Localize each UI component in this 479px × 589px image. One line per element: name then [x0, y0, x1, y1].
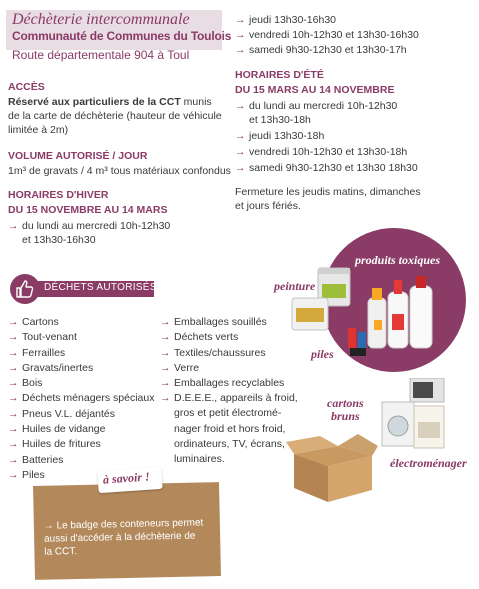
list-item: [8, 315, 155, 330]
arrow-right-icon: →: [235, 44, 246, 56]
winter-period: DU 15 NOVEMBRE AU 14 MARS: [8, 204, 168, 216]
address: Route départementale 904 à Toul: [12, 48, 190, 62]
list-item-label: Déchets verts: [174, 331, 239, 344]
deee-line-3: nager froid et hors froid,: [174, 422, 286, 435]
list-item-label: Gravats/inertes: [22, 361, 94, 374]
summer-hours: [235, 99, 418, 175]
label-cartons-2: bruns: [331, 409, 360, 423]
list-item-label: Déchets ménagers spéciaux: [22, 392, 155, 405]
deee-line-5: luminaires.: [174, 453, 225, 466]
arrow-right-icon: →: [235, 29, 246, 41]
waste-list-1: [8, 315, 155, 483]
deee-item: [160, 391, 298, 467]
arrow-right-icon: →: [8, 331, 19, 344]
arrow-right-icon: →: [8, 392, 19, 405]
list-item: [8, 346, 155, 361]
list-item-label: Ferrailles: [22, 346, 66, 359]
arrow-right-icon: →: [8, 438, 19, 451]
washing-machine-icon: [380, 378, 450, 458]
note-line-2: aussi d'accéder à la déchèterie de: [43, 530, 196, 545]
list-item: [160, 346, 284, 361]
page-title: Déchèterie intercommunale: [12, 11, 190, 28]
list-item: [8, 330, 155, 345]
arrow-right-icon: →: [160, 316, 171, 328]
thumbs-up-icon: [15, 279, 35, 299]
arrow-right-icon: →: [235, 146, 246, 158]
waste-badge-label: DÉCHETS AUTORISÉS: [44, 282, 157, 293]
microwave-icon: [410, 378, 444, 402]
list-item-label: Piles: [22, 468, 45, 481]
winter-line-4: samedi 9h30-12h30 et 13h30-17h: [249, 44, 407, 56]
access-line-2: de la carte de déchèterie (hauteur de véhicule: [8, 110, 222, 122]
list-item: [8, 407, 155, 422]
arrow-right-icon: →: [8, 453, 19, 466]
access-rest: munis: [180, 96, 212, 108]
winter-hours-1: [8, 219, 170, 247]
volume-heading: VOLUME AUTORISÉ / JOUR: [8, 150, 148, 162]
list-item-label: Tout-venant: [22, 331, 77, 344]
deee-line-2: gros et petit électromé-: [174, 407, 282, 420]
paint-can-icon: [292, 268, 350, 330]
arrow-right-icon: →: [235, 100, 246, 112]
summer-line-1: du lundi au mercredi 10h-12h30: [249, 100, 398, 112]
list-item-label: Emballages souillés: [174, 316, 267, 328]
arrow-right-icon: →: [235, 162, 246, 174]
arrow-right-icon: →: [160, 331, 171, 344]
note-title: à savoir !: [102, 469, 151, 487]
list-item-label: Batteries: [22, 453, 64, 466]
note-text: [44, 516, 213, 559]
list-item-label: Textiles/chaussures: [174, 346, 266, 359]
deee-line-1: D.E.E.E., appareils à froid,: [174, 392, 298, 404]
winter-line-1b: et 13h30-16h30: [22, 234, 96, 246]
access-heading: ACCÈS: [8, 81, 45, 93]
arrow-right-icon: →: [160, 361, 171, 374]
summer-line-2: jeudi 13h30-18h: [249, 130, 325, 142]
arrow-right-icon: →: [8, 316, 19, 328]
list-item-label: Emballages recyclables: [174, 377, 285, 390]
deee-line-4: ordinateurs, TV, écrans,: [174, 437, 285, 450]
arrow-right-icon: →: [8, 468, 19, 481]
list-item: [160, 315, 284, 330]
closure-line-1: Fermeture les jeudis matins, dimanches: [235, 186, 421, 198]
note-line-1: Le badge des conteneurs permet: [56, 517, 204, 532]
summer-heading: HORAIRES D'ÉTÉ: [235, 69, 324, 81]
list-item-label: Cartons: [22, 316, 59, 328]
label-toxic-products: produits toxiques: [355, 253, 441, 267]
arrow-right-icon: →: [8, 423, 19, 436]
access-line-3: limitée à 2m): [8, 124, 69, 136]
arrow-right-icon: →: [160, 392, 171, 404]
list-item: [160, 361, 284, 376]
list-item: [160, 330, 284, 345]
arrow-right-icon: →: [235, 14, 246, 26]
list-item: [8, 437, 155, 452]
winter-line-3: vendredi 10h-12h30 et 13h30-16h30: [249, 29, 419, 41]
list-item: [8, 376, 155, 391]
label-batteries: piles: [311, 347, 334, 361]
label-cartons-1: cartons: [327, 396, 364, 410]
cardboard-box-icon: [286, 428, 378, 504]
label-cartons: [327, 397, 364, 423]
arrow-right-icon: →: [43, 520, 57, 532]
list-item-label: Huiles de fritures: [22, 438, 101, 451]
list-item-label: Verre: [174, 361, 200, 374]
winter-hours-2: [235, 13, 419, 57]
winter-heading: HORAIRES D'HIVER: [8, 189, 109, 201]
note-line-3: la CCT.: [44, 546, 78, 558]
summer-line-4: samedi 9h30-12h30 et 13h30 18h30: [249, 162, 418, 174]
winter-line-2: jeudi 13h30-16h30: [249, 14, 336, 26]
access-bold: Réservé aux particuliers de la CCT: [8, 96, 181, 108]
arrow-right-icon: →: [8, 220, 19, 232]
arrow-right-icon: →: [8, 407, 19, 420]
label-paint: peinture: [274, 279, 316, 293]
volume-text: 1m³ de gravats / 4 m³ tous matériaux confondus: [8, 165, 231, 177]
arrow-right-icon: →: [160, 346, 171, 359]
arrow-right-icon: →: [8, 377, 19, 390]
arrow-right-icon: →: [235, 130, 246, 142]
summer-line-1b: et 13h30-18h: [249, 114, 311, 126]
list-item-label: Huiles de vidange: [22, 423, 106, 436]
list-item-label: Pneus V.L. déjantés: [22, 407, 116, 420]
arrow-right-icon: →: [160, 377, 171, 390]
list-item: [8, 391, 155, 406]
arrow-right-icon: →: [8, 346, 19, 359]
access-text: [8, 95, 228, 137]
arrow-right-icon: →: [8, 361, 19, 374]
summer-line-3: vendredi 10h-12h30 et 13h30-18h: [249, 146, 408, 158]
list-item: [160, 376, 284, 391]
list-item-label: Bois: [22, 377, 43, 390]
page-subtitle: Communauté de Communes du Toulois: [12, 29, 232, 43]
winter-line-1: du lundi au mercredi 10h-12h30: [22, 220, 171, 232]
list-item: [8, 453, 155, 468]
list-item: [8, 361, 155, 376]
waste-list-2: [160, 315, 284, 391]
list-item: [8, 422, 155, 437]
closure-line-2: et jours fériés.: [235, 200, 301, 212]
summer-period: DU 15 MARS AU 14 NOVEMBRE: [235, 84, 395, 96]
closure-note: [235, 185, 421, 213]
label-appliances: électroménager: [390, 456, 467, 470]
